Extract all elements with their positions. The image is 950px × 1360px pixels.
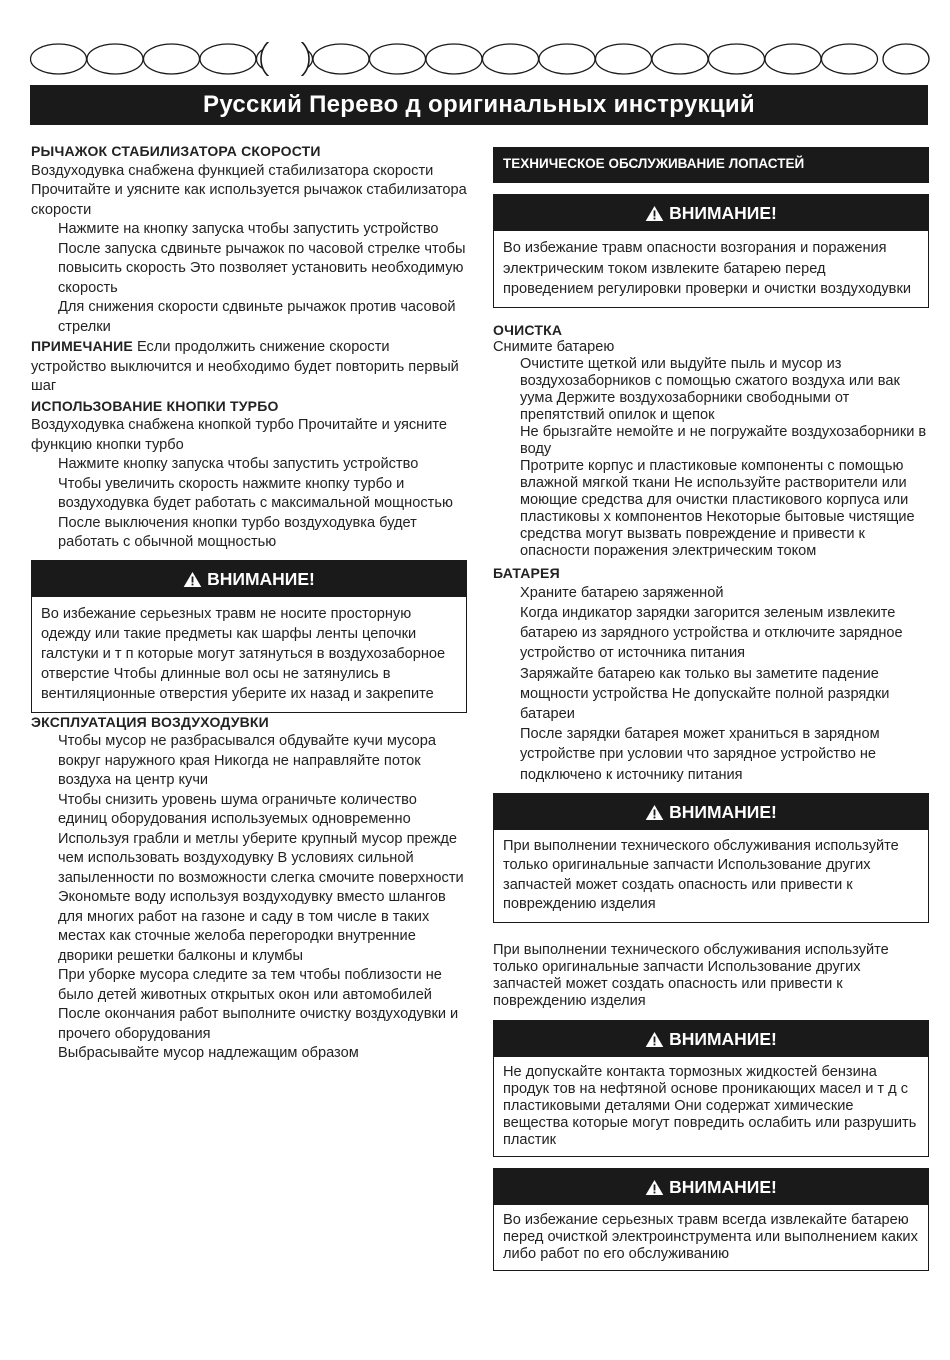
paragraph: Прочитайте и уясните как используется рычажок стабилизатора скорости [31, 182, 467, 218]
warning-header [494, 1021, 928, 1057]
section-heading: РЫЧАЖОК СТАБИЛИЗАТОРА СКОРОСТИ [31, 143, 321, 159]
warning-box [493, 793, 929, 923]
page-title-banner: Русский Перево д оригинальных инструкций [30, 85, 928, 125]
list-item: Заряжайте батарею как только вы заметите падение мощности устройства Не допускайте полной разрядки батареи [520, 665, 890, 722]
right-column [493, 147, 929, 1271]
list-item: Нажмите кнопку запуска чтобы запустить устройство [58, 456, 419, 472]
list-item: Протрите корпус и пластиковые компоненты с помощью влажной мягкой ткани Не используйте растворители или моющие средства для очистки пластикового корпуса или пластиковы х компонентов Некоторые бытовые чистящие средства могут вызвать повреждение и привести к опасности поражения электрическим током [520, 457, 915, 559]
warning-text: Во избежание серьезных травм всегда извлекайте батарею перед очисткой электроинструмента или выполнением каких либо работ по его обслуживанию [503, 1211, 918, 1262]
left-column [31, 142, 467, 1064]
warning-title: ВНИМАНИЕ! [669, 1028, 777, 1049]
warning-triangle-icon [645, 804, 664, 821]
list-item: Чтобы мусор не разбрасывался обдувайте кучи мусора вокруг наружного края Никогда не направляйте поток воздуха на центр кучи [58, 733, 436, 789]
warning-text: При выполнении технического обслуживания используйте только оригинальные запчасти Использование других запчастей может создать опасность или привести к повреждению изделия [503, 837, 899, 913]
list-item: Когда индикатор зарядки загорится зеленым извлеките батарею из зарядного устройства и отключите зарядное устройство от источника питания [520, 604, 903, 662]
warning-title: ВНИМАНИЕ! [207, 568, 315, 589]
section-heading: БАТАРЕЯ [493, 564, 560, 581]
list-item: Экономьте воду используя воздуходувку вместо шлангов для многих работ на газоне и саду в том числе в таких местах как сточные желоба перегородки внутренние дворики решетки балконы и клумбы [58, 889, 446, 964]
battery-section [493, 563, 929, 785]
paragraph: Воздуходувка снабжена функцией стабилизатора скорости [31, 162, 434, 179]
warning-title: ВНИМАНИЕ! [669, 203, 777, 223]
cleaning-section [493, 322, 929, 560]
note-text: Если продолжить снижение скорости устройство выключится и необходимо будет повторить первый шаг [31, 339, 459, 394]
warning-box [493, 194, 929, 308]
list-item: Чтобы увеличить скорость нажмите кнопку турбо и воздуходувка будет работать с максимальной мощностью После выключения кнопки турбо воздуходувка будет работать с обычной мощностью [58, 475, 453, 550]
list-item: Используя грабли и метлы уберите крупный мусор прежде чем использовать воздуходувку В условиях сильной запыленности по возможности слегка смочите поверхности [58, 830, 464, 886]
language-oval-strip [30, 42, 930, 76]
list-item: После запуска сдвиньте рычажок по часовой стрелке чтобы повысить скорость Это позволяет установить необходимую скорость [58, 240, 466, 296]
active-language-circle [261, 42, 309, 76]
warning-title: ВНИМАНИЕ! [669, 1176, 777, 1197]
warning-header [494, 1169, 928, 1205]
list-item: Чтобы снизить уровень шума ограничьте количество единиц оборудования используемых одновременно [58, 791, 417, 828]
warning-triangle-icon [645, 1031, 664, 1048]
paragraph: Снимите батарею [493, 338, 615, 355]
warning-header [32, 561, 466, 597]
warning-box [493, 1168, 929, 1271]
warning-title: ВНИМАНИЕ! [669, 801, 777, 822]
warning-text: Во избежание травм опасности возгорания и поражения электрическим током извлеките батарею перед проведением регулировки проверки и очистки воздуходувки [503, 240, 911, 297]
list-item: Для снижения скорости сдвиньте рычажок против часовой стрелки [58, 299, 456, 335]
note-label: ПРИМЕЧАНИЕ [31, 338, 133, 354]
warning-triangle-icon [183, 571, 202, 588]
paragraph: Воздуходувка снабжена кнопкой турбо Прочитайте и уясните функцию кнопки турбо [31, 417, 447, 453]
warning-triangle-icon [645, 1179, 664, 1196]
list-item: Выбрасывайте мусор надлежащим образом [58, 1045, 359, 1062]
section-bar: ТЕХНИЧЕСКОЕ ОБСЛУЖИВАНИЕ ЛОПАСТЕЙ [493, 147, 929, 183]
list-item: При уборке мусора следите за тем чтобы поблизости не было детей животных открытых окон или автомобилей [58, 967, 442, 1003]
section-heading: ИСПОЛЬЗОВАНИЕ КНОПКИ ТУРБО [31, 397, 279, 414]
list-item: После зарядки батарея может храниться в зарядном устройстве при условии что зарядное устройство не подключено к источнику питания [520, 726, 880, 783]
warning-header [494, 195, 928, 231]
warning-header [494, 794, 928, 830]
list-item: Храните батарею заряженной [520, 584, 724, 601]
list-item: Очистите щеткой или выдуйте пыль и мусор из воздухозаборников с помощью сжатого воздуха или вак уума Держите воздухозаборники свободными от препятствий опилок и щепок [520, 355, 900, 423]
warning-box [493, 1020, 929, 1157]
note-paragraph [31, 337, 467, 397]
warning-text: Не допускайте контакта тормозных жидкостей бензина продук тов на нефтяной основе проникающих масел и т д с пластиковыми деталями Они содержат химические вещества которые могут повредить ослабить или разрушить пластик [503, 1063, 917, 1148]
list-item: После окончания работ выполните очистку воздуходувки и прочего оборудования [58, 1006, 459, 1042]
section-heading: ЭКСПЛУАТАЦИЯ ВОЗДУХОДУВКИ [31, 713, 269, 730]
warning-box [31, 560, 467, 713]
warning-triangle-icon [645, 205, 664, 222]
paragraph: При выполнении технического обслуживания используйте только оригинальные запчасти Использование других запчастей может создать опасность или привести к повреждению изделия [493, 941, 889, 1009]
list-item: Нажмите на кнопку запуска чтобы запустить устройство [58, 221, 439, 237]
section-heading: ОЧИСТКА [493, 321, 563, 338]
list-item: Не брызгайте немойте и не погружайте воздухозаборники в воду [520, 423, 927, 457]
warning-text: Во избежание серьезных травм не носите просторную одежду или такие предметы как шарфы ленты цепочки галстуки и т п которые могут затянуться в воздухозаборное отверстие Чтобы длинные вол осы не затянулись в вентиляционные отверстия уберите их назад и закрепите [41, 605, 446, 703]
